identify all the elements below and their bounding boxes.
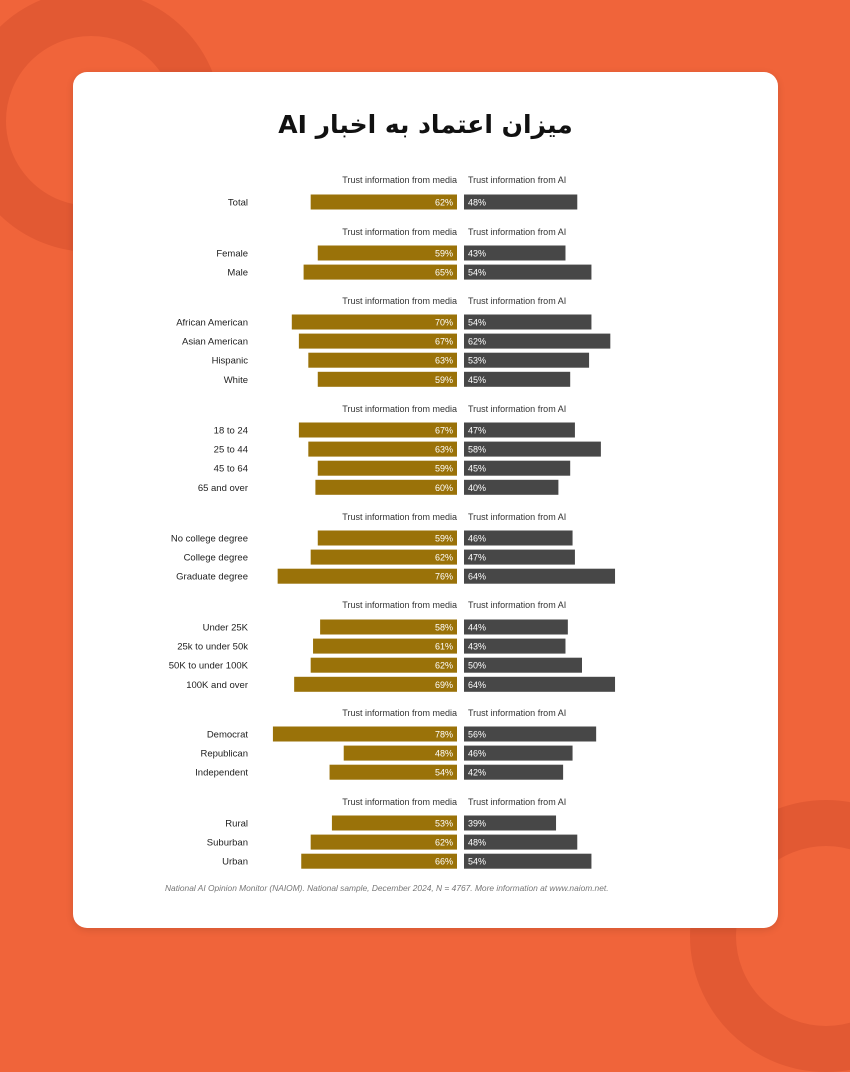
- media-value-label: 61%: [434, 641, 453, 652]
- media-bar: [299, 423, 457, 438]
- media-value-label: 59%: [434, 374, 453, 385]
- ai-value-label: 44%: [468, 622, 487, 633]
- category-label: Independent: [195, 767, 248, 779]
- media-value-label: 62%: [434, 552, 453, 563]
- ai-value-label: 47%: [468, 552, 487, 563]
- ai-value-label: 45%: [468, 374, 487, 385]
- category-label: White: [223, 374, 248, 386]
- ai-value-label: 53%: [468, 355, 487, 366]
- ai-series-header: Trust information from AI: [468, 797, 567, 807]
- ai-series-header: Trust information from AI: [468, 600, 567, 610]
- media-value-label: 67%: [434, 336, 453, 347]
- media-value-label: 76%: [434, 571, 453, 582]
- ai-series-header: Trust information from AI: [468, 175, 567, 185]
- trust-chart: [73, 72, 778, 872]
- ai-series-header: Trust information from AI: [468, 404, 567, 414]
- media-value-label: 63%: [434, 444, 453, 455]
- media-series-header: Trust information from media: [342, 708, 457, 718]
- category-label: 100K and over: [186, 679, 248, 691]
- ai-value-label: 62%: [468, 336, 487, 347]
- category-label: 45 to 64: [213, 463, 248, 475]
- media-series-header: Trust information from media: [342, 512, 457, 522]
- category-label: Under 25K: [202, 622, 248, 634]
- media-bar: [299, 334, 457, 349]
- media-series-header: Trust information from media: [342, 404, 457, 414]
- category-label: Total: [227, 197, 248, 209]
- media-bar: [294, 677, 457, 692]
- category-label: 25k to under 50k: [177, 641, 248, 653]
- media-value-label: 65%: [434, 267, 453, 278]
- ai-series-header: Trust information from AI: [468, 296, 567, 306]
- media-value-label: 70%: [434, 317, 453, 328]
- chart-title: میزان اعتماد به اخبار AI: [278, 110, 573, 139]
- ai-value-label: 58%: [468, 444, 487, 455]
- category-label: Democrat: [206, 729, 248, 741]
- media-value-label: 69%: [434, 679, 453, 690]
- media-value-label: 66%: [434, 856, 453, 867]
- media-value-label: 59%: [434, 248, 453, 259]
- ai-value-label: 48%: [468, 837, 487, 848]
- ai-bar: [464, 569, 615, 584]
- media-series-header: Trust information from media: [342, 600, 457, 610]
- category-label: 18 to 24: [213, 425, 248, 437]
- ai-value-label: 46%: [468, 533, 487, 544]
- media-bar: [278, 569, 457, 584]
- footnote: National AI Opinion Monitor (NAIOM). National sample, December 2024, N = 4767. More information at www.naiom.net.: [165, 883, 609, 893]
- media-bar: [292, 315, 457, 330]
- category-label: 65 and over: [197, 482, 248, 494]
- media-bar: [304, 265, 457, 280]
- ai-value-label: 43%: [468, 248, 487, 259]
- category-label: Republican: [200, 748, 248, 760]
- category-label: Female: [216, 248, 248, 260]
- category-label: 25 to 44: [213, 444, 248, 456]
- ai-value-label: 45%: [468, 463, 487, 474]
- media-value-label: 53%: [434, 818, 453, 829]
- media-value-label: 62%: [434, 197, 453, 208]
- ai-value-label: 54%: [468, 856, 487, 867]
- ai-value-label: 47%: [468, 425, 487, 436]
- ai-value-label: 40%: [468, 482, 487, 493]
- category-label: 50K to under 100K: [168, 660, 248, 672]
- category-label: Rural: [225, 818, 248, 830]
- category-label: No college degree: [170, 533, 248, 545]
- ai-value-label: 46%: [468, 748, 487, 759]
- media-value-label: 48%: [434, 748, 453, 759]
- category-label: African American: [176, 317, 248, 329]
- category-label: College degree: [183, 552, 248, 564]
- ai-bar: [464, 677, 615, 692]
- ai-value-label: 54%: [468, 267, 487, 278]
- category-label: Urban: [222, 856, 248, 868]
- ai-series-header: Trust information from AI: [468, 708, 567, 718]
- media-value-label: 59%: [434, 533, 453, 544]
- ai-value-label: 64%: [468, 679, 487, 690]
- ai-value-label: 50%: [468, 660, 487, 671]
- media-value-label: 63%: [434, 355, 453, 366]
- media-value-label: 59%: [434, 463, 453, 474]
- category-label: Suburban: [206, 837, 248, 849]
- media-value-label: 67%: [434, 425, 453, 436]
- media-value-label: 58%: [434, 622, 453, 633]
- ai-value-label: 39%: [468, 818, 487, 829]
- ai-value-label: 64%: [468, 571, 487, 582]
- category-label: Asian American: [181, 336, 248, 348]
- media-value-label: 54%: [434, 767, 453, 778]
- media-value-label: 60%: [434, 482, 453, 493]
- category-label: Hispanic: [211, 355, 248, 367]
- media-series-header: Trust information from media: [342, 227, 457, 237]
- ai-value-label: 56%: [468, 729, 487, 740]
- chart-card: [73, 72, 778, 928]
- category-label: Graduate degree: [176, 571, 248, 583]
- media-series-header: Trust information from media: [342, 797, 457, 807]
- ai-series-header: Trust information from AI: [468, 227, 567, 237]
- ai-value-label: 42%: [468, 767, 487, 778]
- ai-series-header: Trust information from AI: [468, 512, 567, 522]
- media-value-label: 78%: [434, 729, 453, 740]
- media-series-header: Trust information from media: [342, 296, 457, 306]
- media-series-header: Trust information from media: [342, 175, 457, 185]
- ai-value-label: 54%: [468, 317, 487, 328]
- ai-value-label: 48%: [468, 197, 487, 208]
- media-bar: [273, 727, 457, 742]
- media-value-label: 62%: [434, 837, 453, 848]
- media-value-label: 62%: [434, 660, 453, 671]
- ai-value-label: 43%: [468, 641, 487, 652]
- category-label: Male: [227, 267, 248, 279]
- media-bar: [301, 854, 457, 869]
